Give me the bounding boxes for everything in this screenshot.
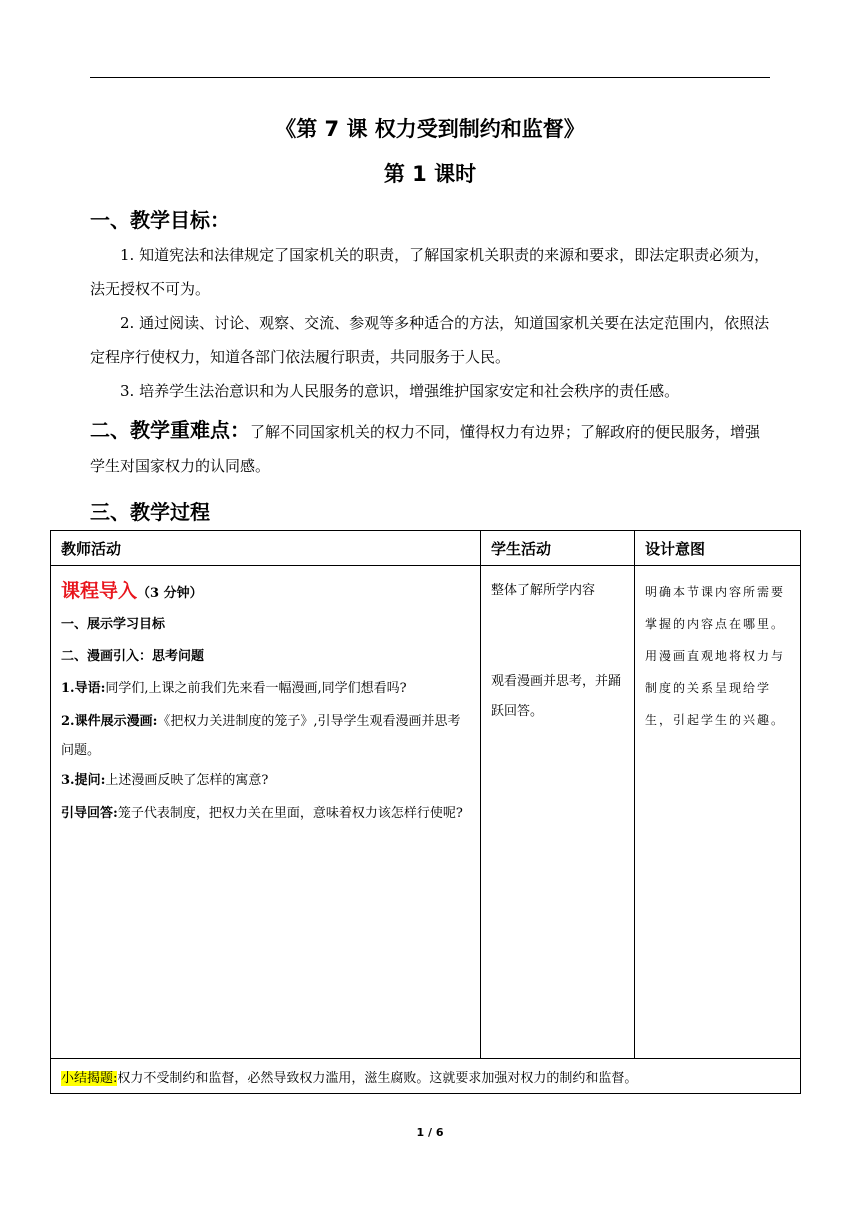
- question-2-label: 2.课件展示漫画:: [61, 714, 158, 729]
- header-design: 设计意图: [635, 531, 801, 566]
- question-2-text: 《把权力关进制度的笼子》,引导学生观看漫画并思考问题。: [61, 714, 461, 758]
- intro-line: [61, 576, 472, 609]
- section-heading-objectives: 一、教学目标：: [90, 208, 230, 232]
- student-activity-1: 整体了解所学内容: [491, 583, 596, 598]
- intro-duration: （3 分钟）: [137, 586, 203, 601]
- question-3-text: 上述漫画反映了怎样的寓意?: [105, 773, 269, 788]
- question-3: [61, 765, 472, 797]
- question-1-label: 1.导语:: [61, 681, 106, 696]
- teacher-activity-cell: [51, 566, 481, 1059]
- design-intent-cell: [635, 566, 801, 1059]
- process-table: [50, 530, 801, 1094]
- header-teacher: 教师活动: [51, 531, 481, 566]
- objective-1: [90, 238, 770, 306]
- key-points-paragraph: [90, 413, 772, 483]
- objective-3-text: 3. 培养学生法治意识和为人民服务的意识，增强维护国家安定和社会秩序的责任感。: [120, 382, 680, 400]
- objective-2: [90, 306, 770, 374]
- design-intent-1: 明确本节课内容所需要掌握的内容点在哪里。: [645, 585, 786, 631]
- summary-text: 权力不受制约和监督，必然导致权力滥用，滋生腐败。这就要求加强对权力的制约和监督。: [117, 1070, 638, 1086]
- summary-label: 小结揭题:: [61, 1070, 118, 1086]
- document-subtitle: 第 1 课时: [383, 162, 477, 186]
- header-student: 学生活动: [481, 531, 635, 566]
- student-activity-2: 观看漫画并思考，并踊跃回答。: [491, 674, 622, 719]
- section-heading-key-points: 二、教学重难点：: [90, 418, 250, 442]
- step-2: 二、漫画引入：思考问题: [61, 649, 205, 664]
- answer-guide: [61, 799, 472, 828]
- table-header-row: [51, 531, 801, 566]
- objective-1-text: 1. 知道宪法和法律规定了国家机关的职责，了解国家机关职责的来源和要求，即法定职责必须为，法无授权不可为。: [90, 246, 770, 298]
- header-rule: [90, 77, 770, 78]
- question-2: [61, 707, 472, 765]
- intro-title: 课程导入: [61, 580, 138, 602]
- key-points-text: 了解不同国家机关的权力不同，懂得权力有边界；了解政府的便民服务，增强学生对国家权力的认同感。: [90, 423, 761, 475]
- answer-guide-label: 引导回答:: [61, 806, 118, 821]
- section-heading-process: 三、教学过程: [90, 500, 210, 524]
- objective-2-text: 2. 通过阅读、讨论、观察、交流、参观等多种适合的方法，知道国家机关要在法定范围内，依照法定程序行使权力，知道各部门依法履行职责，共同服务于人民。: [90, 314, 770, 366]
- student-activity-cell: [481, 566, 635, 1059]
- page-number: 1 / 6: [416, 1126, 444, 1139]
- objective-3: [90, 374, 770, 408]
- answer-guide-text: 笼子代表制度，把权力关在里面，意味着权力该怎样行使呢?: [117, 806, 463, 821]
- summary-cell: [51, 1059, 801, 1094]
- table-row: [51, 566, 801, 1059]
- question-1: [61, 673, 472, 705]
- question-3-label: 3.提问:: [61, 773, 106, 788]
- design-intent-2: 用漫画直观地将权力与制度的关系呈现给学生，引起学生的兴趣。: [645, 649, 786, 727]
- step-1: 一、展示学习目标: [61, 617, 166, 632]
- document-title: 《第 7 课 权力受到制约和监督》: [275, 117, 585, 141]
- question-1-text: 同学们,上课之前我们先来看一幅漫画,同学们想看吗?: [105, 681, 407, 696]
- summary-row: [51, 1059, 801, 1094]
